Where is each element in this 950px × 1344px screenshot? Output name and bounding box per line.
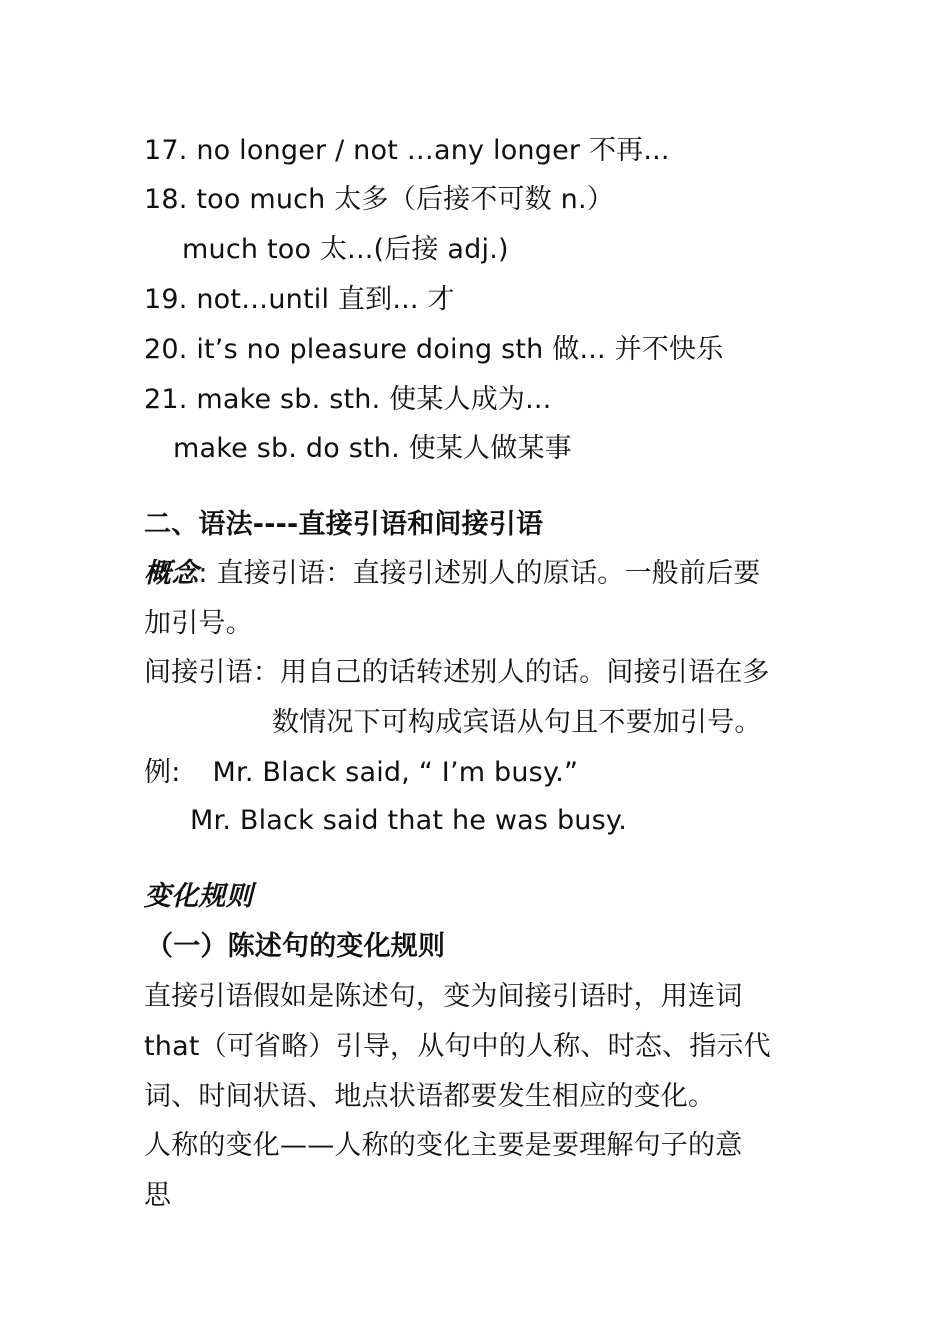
example-line (144, 756, 578, 790)
rules-paragraph-line: 思 (144, 1180, 172, 1211)
example-direct-speech: Mr. Black said, “ I’m busy.” (212, 757, 579, 788)
rules-subheading: （一）陈述句的变化规则 (146, 931, 446, 962)
vocab-item-19: 19. not…until 直到... 才 (144, 284, 455, 315)
example-label: 例: (144, 757, 181, 788)
concept-text-cont: 加引号。 (144, 608, 253, 639)
rules-paragraph-line: that（可省略）引导，从句中的人称、时态、指示代 (144, 1031, 771, 1062)
concept-text: : 直接引语：直接引述别人的原话。一般前后要 (198, 558, 761, 589)
rules-paragraph-line: 词、时间状语、地点状语都要发生相应的变化。 (144, 1081, 716, 1112)
concept-label: 概念 (144, 558, 199, 589)
indirect-definition-line1: 间接引语：用自己的话转述别人的话。间接引语在多 (144, 657, 770, 688)
vocab-item-17: 17. no longer / not …any longer 不再... (144, 135, 670, 166)
grammar-heading: 二、语法----直接引语和间接引语 (144, 509, 544, 540)
vocab-item-21-sub: make sb. do sth. 使某人做某事 (173, 433, 572, 464)
rules-paragraph-line: 人称的变化——人称的变化主要是要理解句子的意 (144, 1130, 743, 1161)
vocab-item-18: 18. too much 太多（后接不可数 n.） (144, 184, 614, 215)
rules-paragraph-line: 直接引语假如是陈述句，变为间接引语时，用连词 (144, 981, 743, 1012)
vocab-item-18-sub: much too 太...(后接 adj.) (182, 234, 509, 265)
rules-heading: 变化规则 (144, 881, 253, 912)
indirect-definition-line2: 数情况下可构成宾语从句且不要加引号。 (272, 707, 762, 738)
vocab-item-20: 20. it’s no pleasure doing sth 做... 并不快乐 (144, 334, 724, 365)
concept-line (144, 557, 761, 591)
example-indirect-speech: Mr. Black said that he was busy. (190, 805, 627, 836)
vocab-item-21: 21. make sb. sth. 使某人成为... (144, 384, 552, 415)
